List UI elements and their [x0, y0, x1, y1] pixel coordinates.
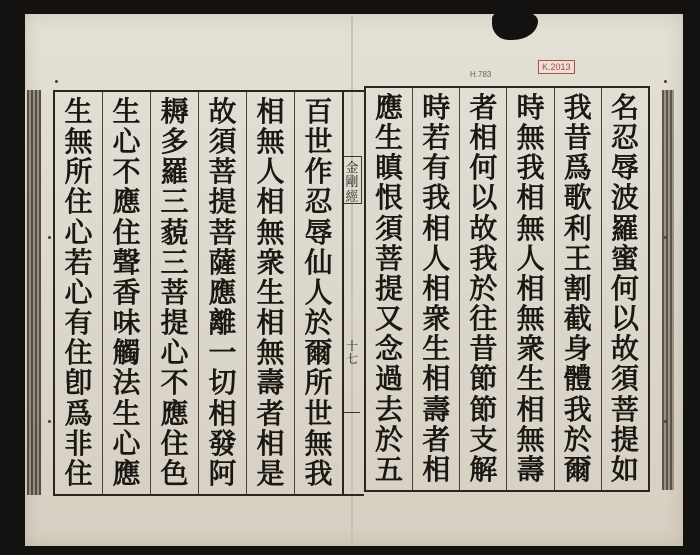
text-column: 名 忍 辱 波 羅 蜜 何 以 故 須 菩 提 如 — [601, 88, 648, 490]
text-column: 生 心 不 應 住 聲 香 味 觸 法 生 心 應 — [102, 92, 150, 494]
margin-dot — [664, 236, 667, 239]
text-column: 者 相 何 以 故 我 於 往 昔 節 節 支 解 — [459, 88, 506, 490]
left-page-text — [55, 92, 342, 494]
text-column: 時 無 我 相 無 人 相 無 衆 生 相 無 壽 — [506, 88, 553, 490]
page-number: 十 七 — [345, 339, 358, 366]
text-column: 生 無 所 住 心 若 心 有 住 卽 爲 非 住 — [64, 95, 93, 490]
text-column: 應 生 瞋 恨 須 菩 提 又 念 過 去 於 五 — [375, 91, 404, 486]
fishtail-mark — [343, 412, 360, 413]
text-column: 耨 多 羅 三 藐 三 菩 提 心 不 應 住 色 — [150, 92, 198, 494]
text-column: 時 若 有 我 相 人 相 衆 生 相 壽 者 相 — [412, 88, 459, 490]
shelfmark-stamp: H.783 — [470, 70, 492, 79]
margin-dot — [55, 80, 58, 83]
left-page-frame — [53, 90, 344, 496]
margin-dot — [664, 420, 667, 423]
sutra-title: 金 剛 經 — [345, 161, 359, 205]
library-stamp: K.2013 — [538, 60, 575, 74]
text-column: 相 無 人 相 無 衆 生 相 無 壽 者 相 是 — [246, 92, 294, 494]
text-column: 我 昔 爲 歌 利 王 割 截 身 體 我 於 爾 — [554, 88, 601, 490]
right-edge-binding — [662, 90, 674, 490]
text-column: 故 須 菩 提 菩 薩 應 離 一 切 相 發 阿 — [198, 92, 246, 494]
text-column: 百 世 作 忍 辱 仙 人 於 爾 所 世 無 我 — [294, 92, 342, 494]
margin-dot — [48, 420, 51, 423]
margin-dot — [664, 80, 667, 83]
left-edge-binding — [27, 90, 41, 495]
right-page-frame — [364, 86, 650, 492]
margin-dot — [48, 236, 51, 239]
right-page-text — [366, 88, 648, 490]
